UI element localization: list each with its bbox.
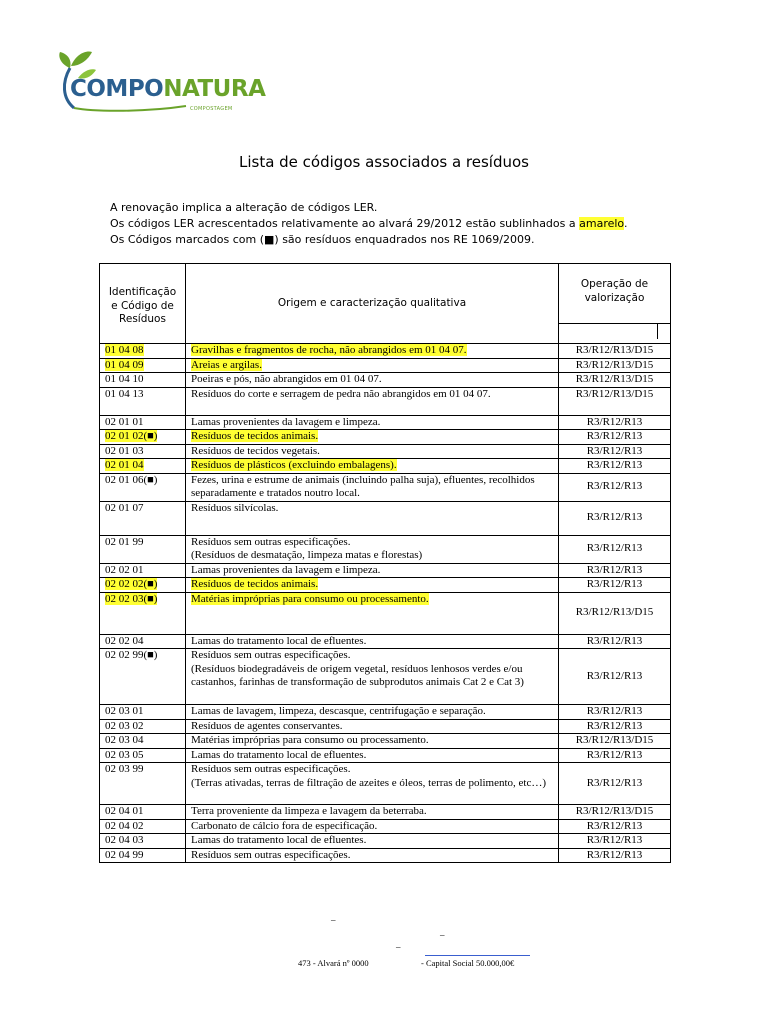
table-row [100, 578, 671, 593]
origin-description: Resíduos silvícolas. [191, 501, 279, 514]
waste-code-cell [100, 563, 186, 578]
operation-cell: R3/R12/R13 [559, 430, 671, 445]
table-row [100, 763, 671, 805]
waste-code-cell [100, 649, 186, 705]
header-operation-subcells [559, 323, 670, 339]
table-row [100, 563, 671, 578]
origin-description: Resíduos de tecidos vegetais. [191, 444, 320, 457]
waste-code: 02 01 01 [105, 415, 144, 428]
origin-description: Matérias impróprias para consumo ou processamento. [191, 734, 429, 746]
operation-cell: R3/R12/R13 [559, 578, 671, 593]
origin-description-cell [186, 819, 559, 834]
origin-description-detail: (Resíduos de desmatação, limpeza matas e florestas) [191, 549, 423, 561]
logo-text-compo: COMPO [70, 76, 164, 102]
origin-description: Resíduos de plásticos (excluindo embalagens). [191, 459, 397, 471]
table-row [100, 387, 671, 415]
header-origin-column: Origem e caracterização qualitativa [186, 264, 559, 344]
footer-dash-2: – [440, 930, 445, 940]
origin-description: Poeiras e pós, não abrangidos em 01 04 07. [191, 373, 382, 385]
operation-cell: R3/R12/R13 [559, 473, 671, 501]
origin-description-cell [186, 444, 559, 459]
table-row [100, 344, 671, 359]
origin-description-cell [186, 734, 559, 749]
waste-code: 02 02 99(■) [105, 649, 158, 661]
company-logo [56, 46, 266, 116]
waste-code-cell [100, 535, 186, 563]
table-row [100, 415, 671, 430]
waste-code: 01 04 13 [105, 387, 144, 400]
origin-description: Lamas do tratamento local de efluentes. [191, 834, 367, 846]
table-row [100, 535, 671, 563]
table-row [100, 444, 671, 459]
table-row [100, 819, 671, 834]
operation-cell: R3/R12/R13 [559, 634, 671, 649]
operation-cell: R3/R12/R13/D15 [559, 358, 671, 373]
footer-capital-text: - Capital Social 50.000,00€ [421, 958, 515, 968]
origin-description-cell [186, 649, 559, 705]
footer-license-text: 473 - Alvará nº 0000 [298, 958, 369, 968]
origin-description: Lamas do tratamento local de efluentes. [191, 634, 367, 647]
origin-description: Resíduos sem outras especificações. [191, 763, 351, 775]
intro-line-3: Os Códigos marcados com (■) são resíduos enquadrados nos RE 1069/2009. [110, 233, 535, 246]
waste-code-cell [100, 459, 186, 474]
table-row [100, 848, 671, 863]
waste-code: 02 02 03(■) [105, 592, 158, 605]
origin-description-cell [186, 473, 559, 501]
table-row [100, 430, 671, 445]
operation-cell: R3/R12/R13 [559, 415, 671, 430]
waste-code-cell [100, 578, 186, 593]
footer-dash-1: – [331, 915, 336, 925]
origin-description-cell [186, 705, 559, 720]
intro-line-2-text: Os códigos LER acrescentados relativamente ao alvará 29/2012 estão sublinhados a [110, 217, 580, 230]
page-title: Lista de códigos associados a resíduos [238, 153, 529, 171]
origin-description: Terra proveniente da limpeza e lavagem da beterraba. [191, 805, 427, 817]
operation-cell: R3/R12/R13/D15 [559, 373, 671, 388]
waste-code-cell [100, 805, 186, 820]
page-footer [0, 905, 768, 985]
origin-description-detail: (Resíduos biodegradáveis de origem vegetal, resíduos lenhosos verdes e/ou castanhos, farinhas de transformação de subprodutos animais Cat 2 e Cat 3) [191, 662, 524, 688]
logo-text-natura: NATURA [163, 76, 266, 102]
operation-cell: R3/R12/R13 [559, 834, 671, 849]
waste-code: 02 01 99 [105, 535, 144, 548]
origin-description-cell [186, 763, 559, 805]
origin-description: Lamas provenientes da lavagem e limpeza. [191, 563, 381, 576]
origin-description-cell [186, 430, 559, 445]
table-row [100, 373, 671, 388]
origin-description-cell [186, 387, 559, 415]
table-row [100, 634, 671, 649]
origin-description: Matérias impróprias para consumo ou processamento. [191, 592, 429, 605]
waste-code-cell [100, 430, 186, 445]
waste-code: 02 02 01 [105, 563, 144, 576]
waste-code-cell [100, 719, 186, 734]
waste-code: 02 03 02 [105, 719, 144, 732]
waste-code: 02 04 03 [105, 834, 144, 846]
table-row [100, 473, 671, 501]
header-operation-label: Operação de valorização [580, 278, 649, 304]
waste-code-cell [100, 501, 186, 535]
operation-cell: R3/R12/R13/D15 [559, 344, 671, 359]
operation-cell: R3/R12/R13 [559, 719, 671, 734]
origin-description-cell [186, 848, 559, 863]
waste-code: 02 04 99 [105, 848, 144, 861]
operation-cell: R3/R12/R13 [559, 563, 671, 578]
operation-cell: R3/R12/R13/D15 [559, 734, 671, 749]
origin-description-cell [186, 805, 559, 820]
operation-cell: R3/R12/R13 [559, 649, 671, 705]
waste-code: 02 02 04 [105, 634, 144, 647]
operation-cell: R3/R12/R13 [559, 501, 671, 535]
origin-description-cell [186, 578, 559, 593]
origin-description-cell [186, 748, 559, 763]
operation-cell: R3/R12/R13 [559, 819, 671, 834]
table-row [100, 358, 671, 373]
operation-cell: R3/R12/R13 [559, 535, 671, 563]
origin-description-cell [186, 634, 559, 649]
waste-code-cell [100, 705, 186, 720]
waste-code: 02 04 02 [105, 819, 144, 832]
origin-description: Lamas provenientes da lavagem e limpeza. [191, 415, 381, 428]
operation-cell: R3/R12/R13 [559, 848, 671, 863]
waste-code: 02 01 02(■) [105, 430, 158, 442]
waste-code: 02 01 07 [105, 501, 144, 514]
origin-description: Resíduos de tecidos animais. [191, 578, 319, 590]
origin-description-cell [186, 535, 559, 563]
origin-description-cell [186, 834, 559, 849]
origin-description: Resíduos sem outras especificações. [191, 535, 351, 548]
origin-description: Lamas de lavagem, limpeza, descasque, centrifugação e separação. [191, 705, 486, 717]
intro-line-2 [110, 216, 627, 232]
intro-line-2-end: . [623, 217, 628, 230]
waste-code-cell [100, 415, 186, 430]
origin-description: Resíduos de tecidos animais. [191, 430, 319, 442]
origin-description-cell [186, 563, 559, 578]
waste-code-cell [100, 734, 186, 749]
waste-code-cell [100, 592, 186, 634]
origin-description-cell [186, 415, 559, 430]
waste-code: 02 01 03 [105, 444, 144, 457]
footer-link-underline [425, 955, 530, 956]
waste-code-cell [100, 473, 186, 501]
operation-cell: R3/R12/R13/D15 [559, 805, 671, 820]
waste-code-cell [100, 748, 186, 763]
origin-description-cell [186, 501, 559, 535]
header-operation-column [559, 264, 671, 344]
waste-code: 02 01 06(■) [105, 473, 158, 486]
origin-description: Lamas do tratamento local de efluentes. [191, 748, 367, 761]
waste-codes-table [99, 263, 671, 863]
waste-code-cell [100, 763, 186, 805]
waste-code-cell [100, 848, 186, 863]
waste-code: 02 01 04 [105, 459, 144, 471]
origin-description-cell [186, 592, 559, 634]
waste-code-cell [100, 373, 186, 388]
table-row [100, 734, 671, 749]
waste-code: 01 04 10 [105, 373, 144, 385]
operation-cell: R3/R12/R13 [559, 444, 671, 459]
operation-cell: R3/R12/R13 [559, 748, 671, 763]
waste-code-cell [100, 387, 186, 415]
origin-description: Resíduos sem outras especificações. [191, 848, 351, 861]
table-row [100, 592, 671, 634]
operation-cell: R3/R12/R13 [559, 763, 671, 805]
waste-code: 02 03 05 [105, 748, 144, 761]
origin-description-cell [186, 373, 559, 388]
operation-cell: R3/R12/R13/D15 [559, 592, 671, 634]
table-row [100, 459, 671, 474]
waste-code-cell [100, 634, 186, 649]
origin-description: Resíduos sem outras especificações. [191, 649, 351, 661]
table-row [100, 748, 671, 763]
waste-code: 01 04 08 [105, 344, 144, 356]
intro-highlight-word: amarelo [579, 217, 624, 230]
waste-code: 01 04 09 [105, 358, 144, 371]
operation-cell: R3/R12/R13 [559, 705, 671, 720]
intro-line-1: A renovação implica a alteração de códigos LER. [110, 201, 378, 214]
footer-dash-3: – [396, 942, 401, 952]
origin-description-cell [186, 358, 559, 373]
waste-code-cell [100, 834, 186, 849]
origin-description: Carbonato de cálcio fora de especificação. [191, 819, 378, 832]
origin-description: Resíduos do corte e serragem de pedra não abrangidos em 01 04 07. [191, 387, 491, 400]
intro-text [110, 200, 627, 248]
waste-code: 02 03 04 [105, 734, 144, 746]
table-row [100, 834, 671, 849]
table-row [100, 805, 671, 820]
table-row [100, 705, 671, 720]
waste-code: 02 04 01 [105, 805, 144, 817]
waste-code-cell [100, 444, 186, 459]
logo-subtitle: COMPOSTAGEM [190, 106, 233, 112]
table-header-row [100, 264, 671, 344]
operation-cell: R3/R12/R13 [559, 459, 671, 474]
waste-code-cell [100, 344, 186, 359]
origin-description-cell [186, 719, 559, 734]
origin-description: Areias e argilas. [191, 358, 262, 371]
waste-code: 02 02 02(■) [105, 578, 158, 590]
table-row [100, 649, 671, 705]
table-row [100, 719, 671, 734]
origin-description-detail: (Terras ativadas, terras de filtração de azeites e óleos, terras de polimento, etc…) [191, 776, 547, 789]
table-row [100, 501, 671, 535]
origin-description: Gravilhas e fragmentos de rocha, não abrangidos em 01 04 07. [191, 344, 467, 356]
origin-description: Fezes, urina e estrume de animais (incluindo palha suja), efluentes, recolhidos separadamente e tratados noutro local. [191, 473, 535, 499]
header-code-column: Identificação e Código de Resíduos [100, 264, 186, 344]
operation-cell: R3/R12/R13/D15 [559, 387, 671, 415]
waste-code: 02 03 01 [105, 705, 144, 717]
waste-code: 02 03 99 [105, 763, 144, 775]
waste-code-cell [100, 819, 186, 834]
origin-description-cell [186, 344, 559, 359]
origin-description: Resíduos de agentes conservantes. [191, 719, 343, 732]
origin-description-cell [186, 459, 559, 474]
waste-code-cell [100, 358, 186, 373]
